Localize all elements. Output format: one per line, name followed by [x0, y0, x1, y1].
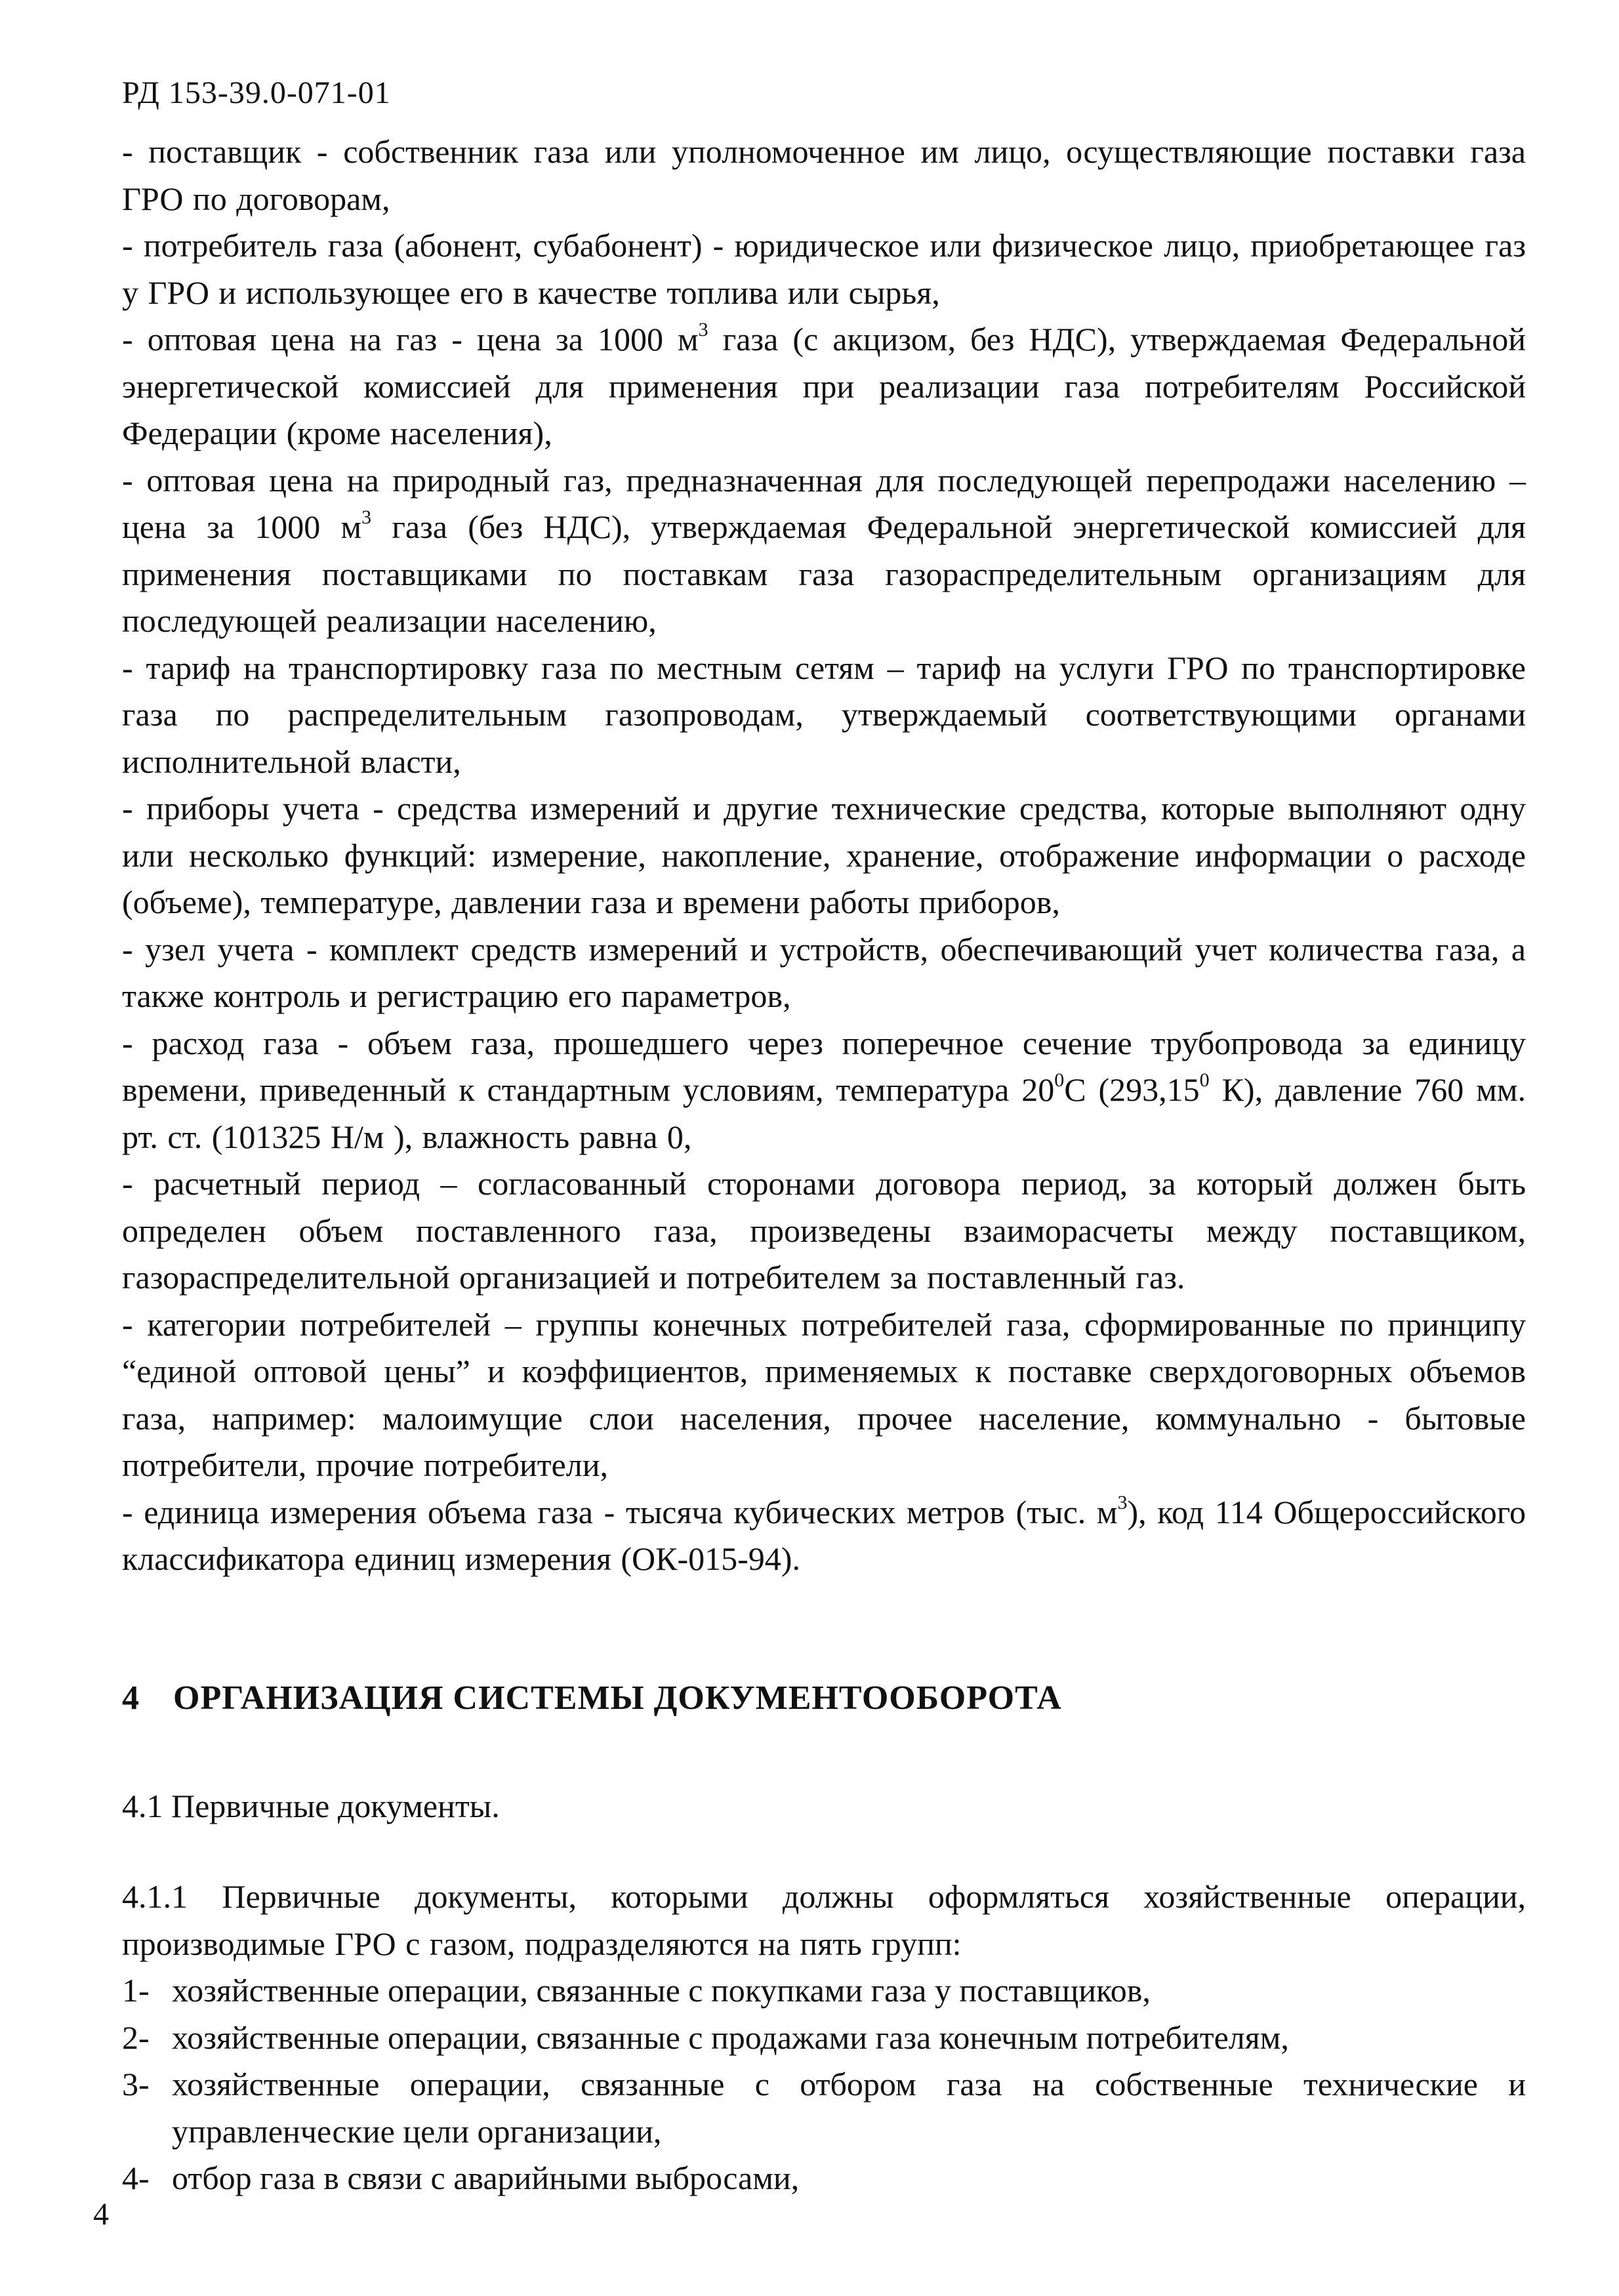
list-item-number: 4-	[122, 2160, 150, 2196]
definition-billing-period: - расчетный период – согласованный сторонами договора период, за который должен быть определен объем поставленного газа, произведены взаиморасчеты между поставщиком, газораспределительной организацией и потребителем за поставленный газ.	[122, 1165, 1526, 1296]
list-item	[122, 2155, 1526, 2202]
superscript: 3	[698, 319, 708, 340]
definition-text: ), код 114 Общероссийского классификатора единиц измерения (ОК-015-94).	[122, 1493, 1526, 1577]
definition-wholesale-price	[122, 316, 1526, 457]
superscript: 0	[1199, 1069, 1210, 1091]
definitions-list	[122, 129, 1526, 1583]
section-heading	[122, 1677, 1062, 1720]
definition-text: газа (с акцизом, без НДС), утверждаемая Федеральной энергетической комиссией для применения при реализации газа потребителям Российской Федерации (кроме населения),	[122, 321, 1526, 451]
list-item-text: отбор газа в связи с аварийными выбросами,	[172, 2160, 800, 2196]
list-item	[122, 1967, 1526, 2015]
definition-supplier: - поставщик - собственник газа или уполномоченное им лицо, осуществляющие поставки газа ГРО по договорам,	[122, 133, 1526, 217]
definition-consumer-categories: - категории потребителей – группы конечных потребителей газа, сформированные по принципу “единой оптовой цены” и коэффициентов, применяемых к поставке сверхдоговорных объемов газа, например: малоимущие слои населения, прочее население, коммунально - бытовые потребители, прочие потребители,	[122, 1305, 1526, 1483]
list-item	[122, 2061, 1526, 2155]
section-title: ОРГАНИЗАЦИЯ СИСТЕМЫ ДОКУМЕНТООБОРОТА	[173, 1679, 1062, 1717]
superscript: 0	[1054, 1069, 1065, 1091]
definition-consumer: - потребитель газа (абонент, субабонент) - юридическое или физическое лицо, приобретающее газ у ГРО и использующее его в качестве топлива или сырья,	[122, 227, 1526, 311]
list-item-text: хозяйственные операции, связанные с покупками газа у поставщиков,	[172, 1972, 1151, 2009]
page-number: 4	[93, 2197, 109, 2232]
definition-transport-tariff: - тариф на транспортировку газа по местным сетям – тариф на услуги ГРО по транспортировке газа по распределительным газопроводам, утверждаемый соответствующими органами исполнительной власти,	[122, 649, 1526, 780]
definition-text: К), давление 760 мм. рт. ст. (101325 Н/м ), влажность равна 0,	[122, 1071, 1527, 1155]
definition-text: - расход газа - объем газа, прошедшего через поперечное сечение трубопровода за единицу времени, приведенный к стандартным условиям, температура 20	[122, 1024, 1526, 1108]
list-item-text: хозяйственные операции, связанные с продажами газа конечным потребителям,	[172, 2019, 1289, 2056]
list-item-number: 2-	[122, 2019, 150, 2056]
document-code: РД 153-39.0-071-01	[122, 75, 391, 110]
definition-text: - единица измерения объема газа - тысяча кубических метров (тыс. м	[122, 1493, 1118, 1530]
paragraph-4-1-1: 4.1.1 Первичные документы, которыми должны оформляться хозяйственные операции, производимые ГРО с газом, подразделяются на пять групп:	[122, 1878, 1526, 1962]
definition-metering-unit: - узел учета - комплект средств измерений и устройств, обеспечивающий учет количества газа, а также контроль и регистрацию его параметров,	[122, 930, 1526, 1014]
list-item-number: 3-	[122, 2066, 150, 2102]
definition-metering-devices: - приборы учета - средства измерений и другие технические средства, которые выполняют одну или несколько функций: измерение, накопление, хранение, отображение информации о расходе (объеме), температуре, давлении газа и времени работы приборов,	[122, 790, 1526, 920]
superscript: 3	[361, 506, 372, 528]
primary-documents-block	[122, 1874, 1526, 2202]
definition-gas-flow	[122, 1020, 1526, 1161]
subsection-title: 4.1 Первичные документы.	[122, 1788, 500, 1824]
list-item-text: хозяйственные операции, связанные с отбором газа на собственные технические и управленческие цели организации,	[172, 2066, 1526, 2150]
list-item	[122, 2015, 1526, 2062]
definition-text: газа (без НДС), утверждаемая Федеральной энергетической комиссией для применения поставщиками по поставкам газа газораспределительным организациям для последующей реализации населению,	[122, 508, 1527, 639]
definition-text: - оптовая цена на газ - цена за 1000 м	[122, 321, 699, 358]
groups-list	[122, 1967, 1526, 2202]
definition-population-price	[122, 457, 1526, 645]
section-number: 4	[122, 1679, 140, 1717]
list-item-number: 1-	[122, 1972, 150, 2009]
definition-text: С (293,15	[1064, 1071, 1200, 1108]
superscript: 3	[1117, 1491, 1128, 1513]
definition-text: - оптовая цена на природный газ, предназначенная для последующей перепродажи населению – цена за 1000 м	[122, 461, 1526, 545]
definition-volume-unit	[122, 1489, 1526, 1583]
